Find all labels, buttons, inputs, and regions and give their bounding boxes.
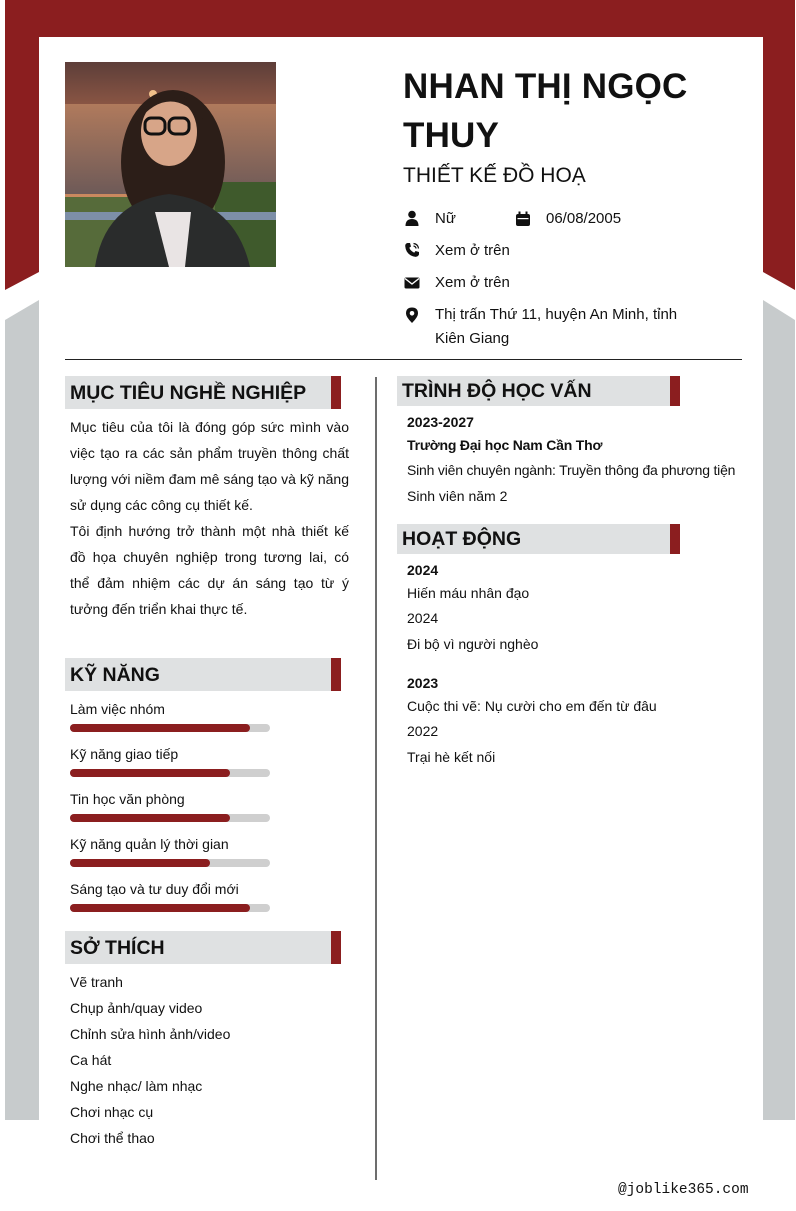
heading-accent-bar <box>670 524 680 554</box>
heading-accent-bar <box>331 658 341 691</box>
activity-year-secondary: 2022 <box>407 723 439 739</box>
heading-accent-bar <box>331 931 341 964</box>
activity-year: 2023 <box>407 675 439 691</box>
header-divider <box>65 359 742 360</box>
skill-label: Kỹ năng giao tiếp <box>70 746 179 762</box>
activities-title: HOẠT ĐỘNG <box>402 528 522 550</box>
heading-accent-bar <box>670 376 680 406</box>
hobby-item: Chỉnh sửa hình ảnh/video <box>70 1026 231 1042</box>
skills-title: KỸ NĂNG <box>70 664 160 686</box>
section-heading-skills <box>65 658 341 691</box>
activity-year: 2024 <box>407 562 439 578</box>
hobby-item: Ca hát <box>70 1052 112 1068</box>
location-pin-icon <box>404 307 420 323</box>
phone-icon <box>404 242 420 258</box>
objective-paragraph-1: Mục tiêu của tôi là đóng góp sức mình vào việc tạo ra các sản phẩm truyền thông chất lượng với niềm đam mê sáng tạo và kỹ năng sử dụng các công cụ thiết kế. <box>70 419 349 513</box>
skill-meter-fill <box>70 724 250 732</box>
skill-label: Làm việc nhóm <box>70 701 165 717</box>
activity-item: Cuộc thi vẽ: Nụ cười cho em đến từ đâu <box>407 698 657 714</box>
email-value: Xem ở trên <box>435 274 510 291</box>
hobbies-title: SỞ THÍCH <box>70 937 165 959</box>
skill-meter-fill <box>70 769 230 777</box>
job-title: THIẾT KẾ ĐỒ HOẠ <box>403 164 586 187</box>
skill-label: Tin học văn phòng <box>70 791 185 807</box>
education-period: 2023-2027 <box>407 414 474 430</box>
hobby-item: Nghe nhạc/ làm nhạc <box>70 1078 203 1094</box>
watermark: @joblike365.com <box>618 1182 749 1198</box>
calendar-icon <box>515 211 531 227</box>
candidate-name: NHAN THỊ NGỌC THUY <box>403 67 688 155</box>
user-icon <box>404 210 420 226</box>
activity-item: Trại hè kết nối <box>407 749 496 765</box>
section-heading-hobbies <box>65 931 341 964</box>
skill-label: Sáng tạo và tư duy đổi mới <box>70 881 239 897</box>
column-divider <box>375 377 377 1180</box>
skill-meter-fill <box>70 814 230 822</box>
hobby-item: Chụp ảnh/quay video <box>70 1000 203 1016</box>
skill-meter <box>70 814 270 822</box>
address-line-2: Kiên Giang <box>435 330 510 347</box>
activity-item: Hiến máu nhân đạo <box>407 585 530 601</box>
activity-year-secondary: 2024 <box>407 610 439 626</box>
hobby-item: Chơi nhạc cụ <box>70 1104 154 1120</box>
skill-meter-fill <box>70 904 250 912</box>
section-heading-objective <box>65 376 341 409</box>
skill-meter <box>70 769 270 777</box>
objective-title: MỤC TIÊU NGHỀ NGHIỆP <box>70 382 307 404</box>
skill-meter <box>70 859 270 867</box>
education-major: Sinh viên chuyên ngành: Truyền thông đa phương tiện <box>407 462 736 478</box>
skill-meter <box>70 904 270 912</box>
mail-icon <box>404 275 420 291</box>
skill-label: Kỹ năng quản lý thời gian <box>70 836 229 852</box>
hobby-item: Chơi thể thao <box>70 1130 155 1146</box>
gender-value: Nữ <box>435 210 456 227</box>
section-heading-activities <box>397 524 680 554</box>
phone-value: Xem ở trên <box>435 242 510 259</box>
birthday-value: 06/08/2005 <box>546 210 622 227</box>
address-line-1: Thị trấn Thứ 11, huyện An Minh, tỉnh <box>435 306 678 323</box>
skill-meter <box>70 724 270 732</box>
section-heading-education <box>397 376 680 406</box>
education-title: TRÌNH ĐỘ HỌC VẤN <box>402 380 592 402</box>
hobby-item: Vẽ tranh <box>70 974 123 990</box>
education-year: Sinh viên năm 2 <box>407 488 508 504</box>
activity-item: Đi bộ vì người nghèo <box>407 636 539 652</box>
objective-paragraph-2: Tôi định hướng trở thành một nhà thiết kế đồ họa chuyên nghiệp trong tương lai, có thể đảm nhiệm các dự án sáng tạo từ ý tưởng đến triển khai thực tế. <box>70 523 349 617</box>
skill-meter-fill <box>70 859 210 867</box>
profile-photo <box>65 62 276 267</box>
heading-accent-bar <box>331 376 341 409</box>
education-school: Trường Đại học Nam Cần Thơ <box>407 437 603 453</box>
